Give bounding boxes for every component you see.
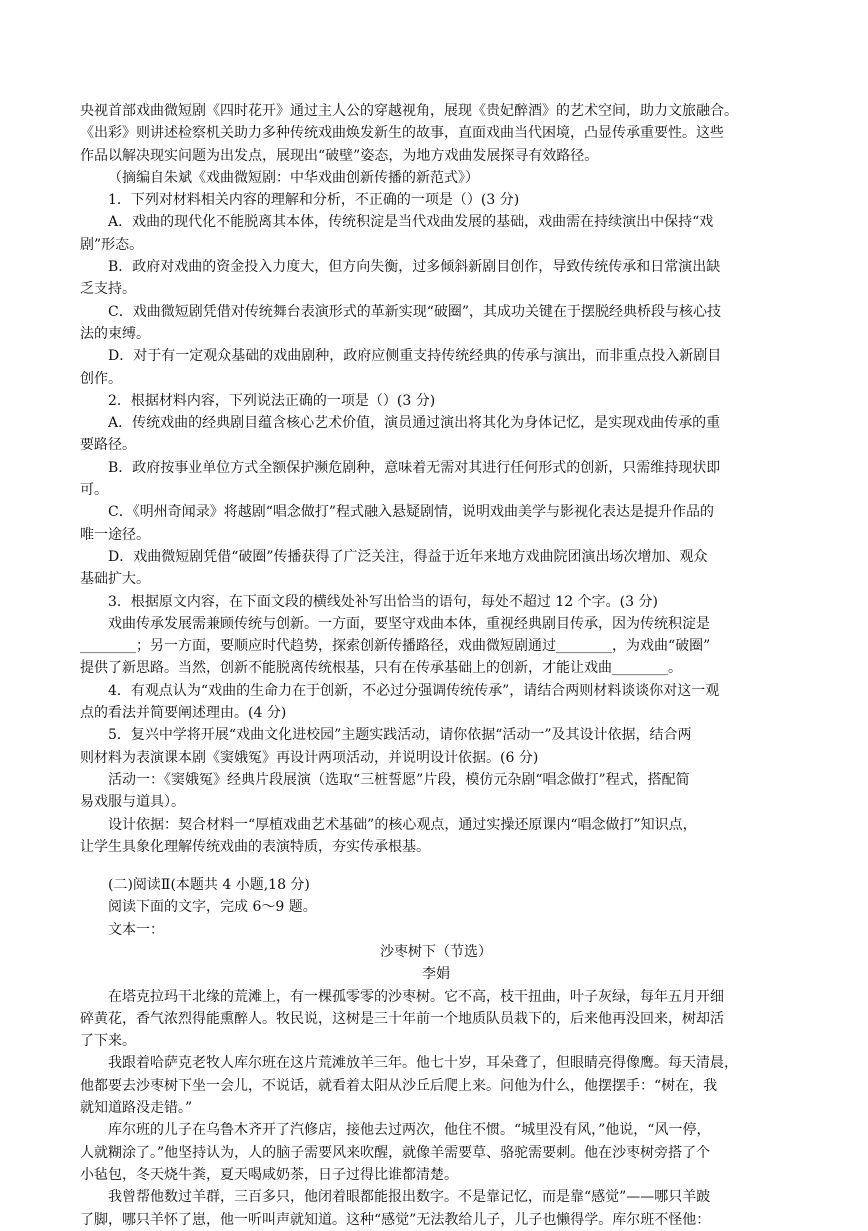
text-line: 小毡包，冬天烧牛粪，夏天喝咸奶茶，日子过得比谁都清楚。 <box>80 1166 458 1183</box>
text-line: 4．有观点认为“戏曲的生命力在于创新，不必过分强调传统传承”，请结合两则材料谈谈你对这一观 <box>108 682 720 699</box>
text-line: 人就糊涂了。”他坚持认为，人的脑子需要风来吹醒，就像羊需要草、骆驼需要刺。他在沙枣树旁搭了个 <box>80 1144 711 1161</box>
text-line: 提供了新思路。当然，创新不能脱离传统根基，只有在传承基础上的创新，才能让戏曲________。 <box>80 660 682 677</box>
text-line: 《出彩》则讲述检察机关助力多种传统戏曲焕发新生的故事，直面戏曲当代困境，凸显传承重要性。这些 <box>80 125 724 142</box>
text-line: 文本一： <box>108 921 164 938</box>
text-line: 了脚，哪只羊怀了崽，他一听叫声就知道。这种“感觉”无法教给儿子，儿子也懒得学。库尔班不怪他： <box>80 1211 711 1228</box>
centered-heading-line: 沙枣树下（节选） <box>380 943 492 960</box>
text-line: 阅读下面的文字，完成 6～9 题。 <box>108 899 317 916</box>
text-line: 库尔班的儿子在乌鲁木齐开了汽修店，接他去过两次，他住不惯。“城里没有风，”他说，“风一停， <box>108 1122 711 1139</box>
text-line: B．政府对戏曲的资金投入力度大，但方向失衡，过多倾斜新剧目创作，导致传统传承和日常演出缺 <box>108 259 721 276</box>
text-line: C．《明州奇闻录》将越剧“唱念做打”程式融入悬疑剧情，说明戏曲美学与影视化表达是提升作品的 <box>108 504 715 521</box>
text-line: 我跟着哈萨克老牧人库尔班在这片荒滩放羊三年。他七十岁，耳朵聋了，但眼睛亮得像鹰。每天清晨， <box>108 1055 738 1072</box>
text-line: 他都要去沙枣树下坐一会儿，不说话，就看着太阳从沙丘后爬上来。问他为什么，他摆摆手：“树在，我 <box>80 1077 718 1094</box>
text-line: 唯一途径。 <box>80 526 150 543</box>
section-spacer <box>80 858 792 874</box>
text-line: 乏支持。 <box>80 281 136 298</box>
text-line: D．对于有一定观众基础的戏曲剧种，政府应侧重支持传统经典的传承与演出，而非重点投入新剧目 <box>108 348 722 365</box>
text-line: 创作。 <box>80 370 122 387</box>
text-line: C．戏曲微短剧凭借对传统舞台表演形式的革新实现“破圈”，其成功关键在于摆脱经典桥段与核心技 <box>108 303 722 320</box>
text-line: 基础扩大。 <box>80 571 150 588</box>
text-line: 3．根据原文内容，在下面文段的横线处补写出恰当的语句，每处不超过 12 个字。(3 分) <box>108 593 658 610</box>
text-line: 法的束缚。 <box>80 325 150 342</box>
text-line: D．戏曲微短剧凭借“破圈”传播获得了广泛关注，得益于近年来地方戏曲院团演出场次增加、观众 <box>108 548 708 565</box>
text-line: 就知道路没走错。” <box>80 1100 193 1117</box>
text-line: A．戏曲的现代化不能脱离其本体，传统积淀是当代戏曲发展的基础，戏曲需在持续演出中保持“戏 <box>108 214 714 231</box>
text-line: ________；另一方面，要顺应时代趋势，探索创新传播路径，戏曲微短剧通过________，为戏曲“破圈” <box>80 638 711 655</box>
text-line: 碎黄花，香气浓烈得能熏醉人。牧民说，这树是三十年前一个地质队员栽下的，后来他再没回来，树却活 <box>80 1010 724 1027</box>
text-line: 1．下列对材料相关内容的理解和分析，不正确的一项是（）(3 分) <box>108 192 520 209</box>
text-line: 要路径。 <box>80 437 136 454</box>
text-line: 央视首部戏曲微短剧《四时花开》通过主人公的穿越视角，展现《贵妃醉酒》的艺术空间，助力文旅融合。 <box>80 103 738 119</box>
text-line: 点的看法并简要阐述理由。(4 分) <box>80 705 287 722</box>
text-line: 在塔克拉玛干北缘的荒滩上，有一棵孤零零的沙枣树。它不高，枝干扭曲，叶子灰绿，每年五月开细 <box>108 988 724 1005</box>
text-line: 活动一：《窦娥冤》经典片段展演（选取“三桩誓愿”片段，模仿元杂剧“唱念做打”程式，搭配简 <box>108 771 690 788</box>
centered-heading-line: 李娟 <box>422 966 450 983</box>
text-line: A．传统戏曲的经典剧目蕴含核心艺术价值，演员通过演出将其化为身体记忆，是实现戏曲传承的重 <box>108 415 721 432</box>
text-line: 我曾帮他数过羊群，三百多只，他闭着眼都能报出数字。不是靠记忆，而是靠“感觉”——哪只羊跛 <box>108 1189 711 1206</box>
text-line: 作品以解决现实问题为出发点，展现出“破壁”姿态，为地方戏曲发展探寻有效路径。 <box>80 147 599 164</box>
text-line: 剧”形态。 <box>80 236 144 253</box>
text-line: 易戏服与道具）。 <box>80 794 185 811</box>
text-line: B．政府按事业单位方式全额保护濒危剧种，意味着无需对其进行任何形式的创新，只需维持现状即 <box>108 459 721 476</box>
text-line: 让学生具象化理解传统戏曲的表演特质，夯实传承根基。 <box>80 838 430 855</box>
text-line: 了下来。 <box>80 1033 136 1050</box>
document-page <box>80 100 792 1231</box>
text-line: 则材料为表演课本剧《窦娥冤》再设计两项活动，并说明设计依据。(6 分) <box>80 749 539 766</box>
text-line: (二)阅读Ⅱ(本题共 4 小题,18 分) <box>108 877 310 894</box>
text-line: 可。 <box>80 482 108 499</box>
text-line: 设计依据：契合材料一“厚植戏曲艺术基础”的核心观点，通过实操还原课内“唱念做打”知识点， <box>108 816 697 833</box>
text-line: 2．根据材料内容，下列说法正确的一项是（）(3 分) <box>108 392 436 409</box>
text-line: 5．复兴中学将开展“戏曲文化进校园”主题实践活动，请你依据“活动一”及其设计依据，结合两 <box>108 727 692 744</box>
text-line: 戏曲传承发展需兼顾传统与创新。一方面，要坚守戏曲本体，重视经典剧目传承，因为传统积淀是 <box>108 615 710 632</box>
text-line: （摘编自朱斌《戏曲微短剧：中华戏曲创新传播的新范式》） <box>108 169 479 186</box>
